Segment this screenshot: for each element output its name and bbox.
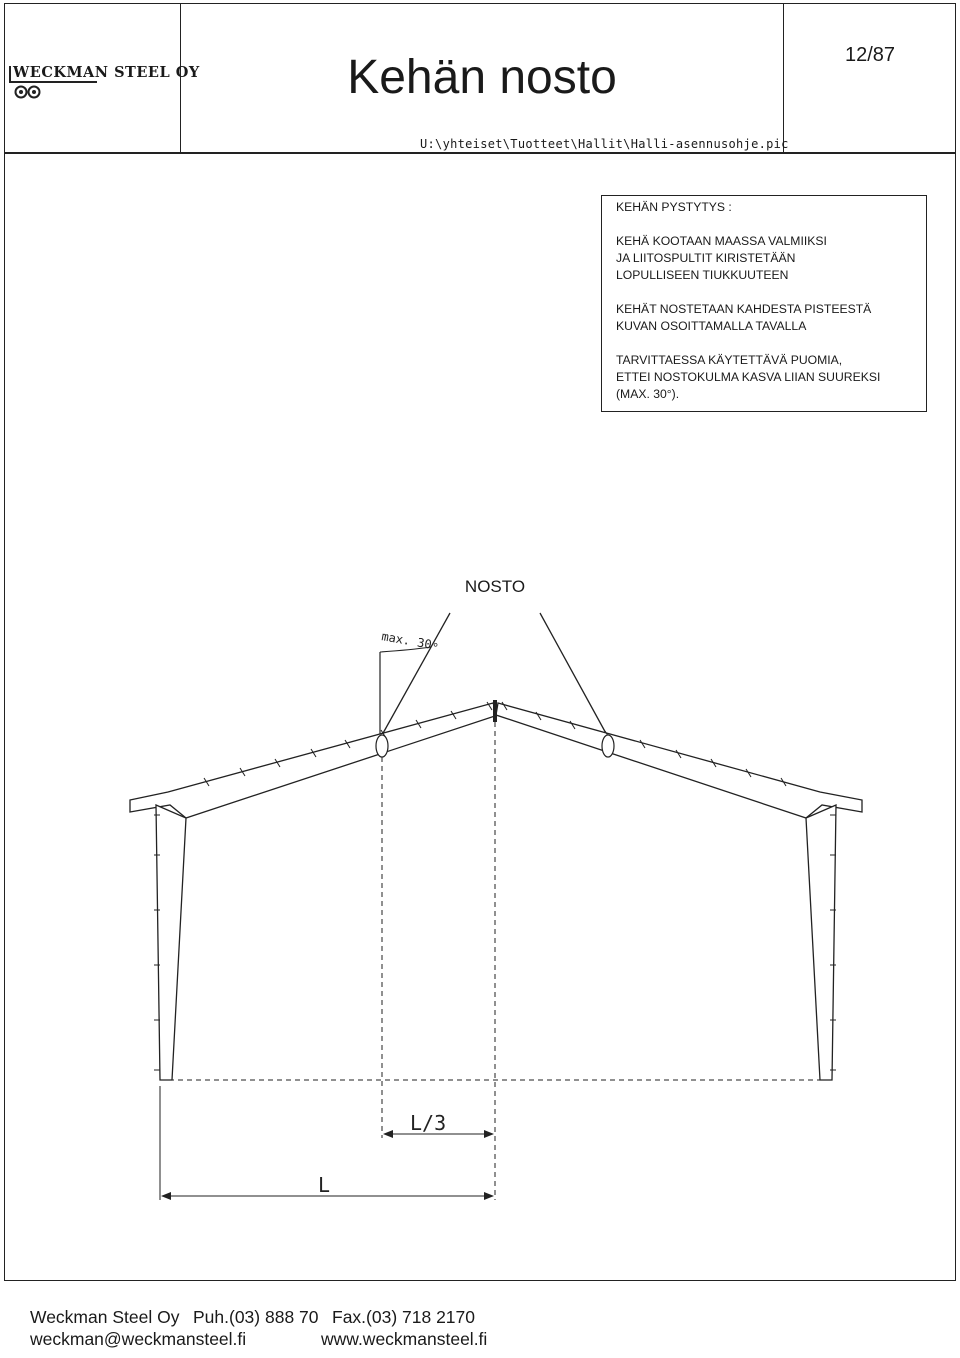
note-line: JA LIITOSPULTIT KIRISTETÄÄN (616, 251, 796, 265)
dimension-label-third: L/3 (410, 1111, 447, 1135)
note-line: TARVITTAESSA KÄYTETTÄVÄ PUOMIA, (616, 353, 843, 367)
note-line: (MAX. 30°). (616, 387, 680, 401)
footer-email[interactable]: weckman@weckmansteel.fi (30, 1329, 247, 1349)
lift-clamp-left (376, 735, 388, 757)
footer-company: Weckman Steel Oy (30, 1307, 180, 1327)
footer-website[interactable]: www.weckmansteel.fi (321, 1329, 488, 1349)
right-column (806, 805, 836, 1080)
footer-phone: Puh.(03) 888 70 (193, 1307, 319, 1327)
angle-label: max. 30 (380, 629, 433, 652)
left-column (156, 805, 186, 1080)
right-rafter (496, 703, 862, 818)
notes-heading: KEHÄN PYSTYTYS : (616, 200, 732, 214)
note-line: KEHÄ KOOTAAN MAASSA VALMIIKSI (616, 234, 827, 248)
note-line: ETTEI NOSTOKULMA KASVA LIIAN SUUREKSI (616, 370, 881, 384)
file-path: U:\yhteiset\Tuotteet\Hallit\Halli-asennusohje.pic (420, 137, 789, 151)
note-line: KUVAN OSOITTAMALLA TAVALLA (616, 319, 807, 333)
degree-symbol: ° (433, 640, 439, 655)
dimension-label-full: L (318, 1173, 331, 1197)
left-rafter (130, 703, 498, 818)
page-number: 12/87 (844, 44, 896, 66)
note-line: KEHÄT NOSTETAAN KAHDESTA PISTEESTÄ (616, 302, 872, 316)
logo-text: WECKMAN STEEL OY (13, 64, 200, 81)
lift-label: NOSTO (464, 577, 526, 596)
footer-fax: Fax.(03) 718 2170 (332, 1307, 476, 1327)
note-line: LOPULLISEEN TIUKKUUTEEN (616, 268, 789, 282)
lift-clamp-right (602, 735, 614, 757)
page-title: Kehän nosto (347, 51, 617, 104)
